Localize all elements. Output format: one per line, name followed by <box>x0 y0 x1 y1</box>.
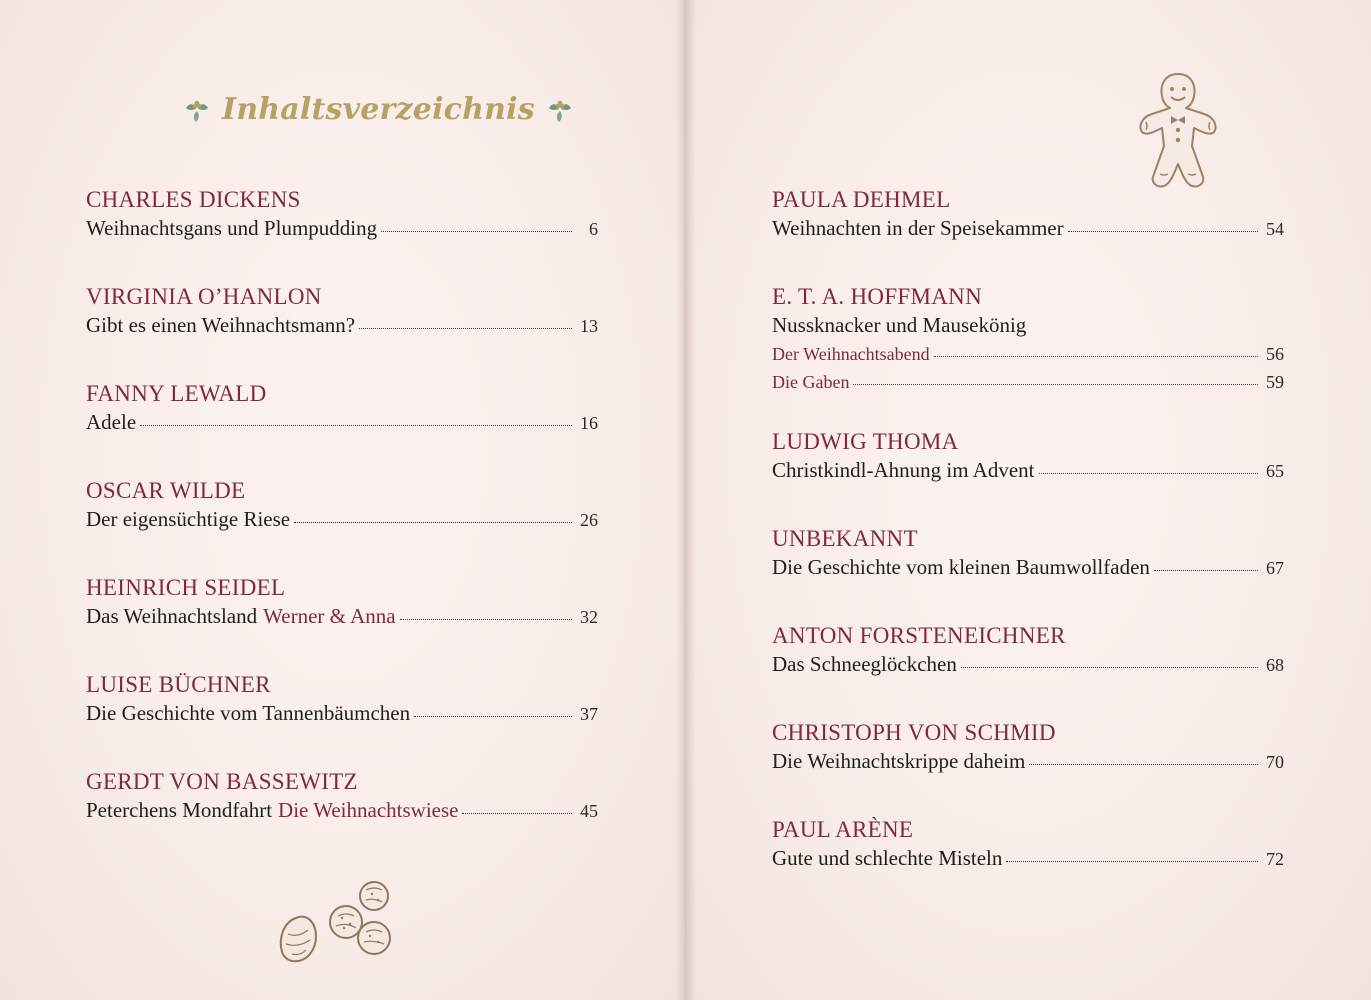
entry-page: 68 <box>1266 655 1284 675</box>
toc-entry[interactable] <box>86 477 598 574</box>
toc-entry[interactable] <box>86 768 598 865</box>
dot-leader <box>140 425 572 426</box>
entry-title: Gibt es einen Weihnachtsmann? <box>86 313 356 337</box>
entry-row <box>772 747 1284 777</box>
chapter-page: 59 <box>1266 372 1284 392</box>
chapter-title: Die Gaben <box>772 372 850 392</box>
entry-row <box>772 311 1284 340</box>
entry-author: GERDT VON BASSEWITZ <box>86 769 358 794</box>
dot-leader <box>381 231 572 232</box>
entry-title: Adele <box>86 410 137 434</box>
dot-leader <box>400 619 572 620</box>
entry-row <box>86 505 598 535</box>
book-gutter <box>676 0 696 1000</box>
dot-leader <box>359 328 572 329</box>
dot-leader <box>961 667 1258 668</box>
entry-row <box>772 844 1284 874</box>
entry-page: 37 <box>580 704 598 724</box>
entry-row <box>772 214 1284 244</box>
entry-title: Das Schneeglöckchen <box>772 652 957 676</box>
dot-leader <box>1068 231 1258 232</box>
toc-right-column <box>772 186 1284 913</box>
entry-title: Peterchens Mondfahrt <box>86 798 273 822</box>
toc-title: Inhaltsverzeichnis <box>222 91 535 127</box>
chapter-row[interactable] <box>772 340 1284 368</box>
entry-author: ANTON FORSTENEICHNER <box>772 623 1066 648</box>
toc-entry[interactable] <box>86 574 598 671</box>
dot-leader <box>853 384 1258 385</box>
dot-leader <box>934 356 1258 357</box>
entry-page: 13 <box>580 316 598 336</box>
entry-title: Der eigensüchtige Riese <box>86 507 291 531</box>
entry-title: Nussknacker und Mausekönig <box>772 313 1027 337</box>
entry-page: 6 <box>589 219 598 239</box>
entry-row <box>772 650 1284 680</box>
entry-title: Gute und schlechte Misteln <box>772 846 1003 870</box>
toc-entry[interactable] <box>772 428 1284 525</box>
toc-entry[interactable] <box>86 283 598 380</box>
entry-author: PAULA DEHMEL <box>772 187 951 212</box>
entry-author: LUISE BÜCHNER <box>86 672 271 697</box>
entry-author: E. T. A. HOFFMANN <box>772 284 982 309</box>
entry-author: FANNY LEWALD <box>86 381 267 406</box>
entry-author: HEINRICH SEIDEL <box>86 575 286 600</box>
entry-row <box>86 796 598 826</box>
dot-leader <box>1029 764 1258 765</box>
dot-leader <box>294 522 572 523</box>
entry-subtitle: Werner & Anna <box>263 604 396 628</box>
toc-entry[interactable] <box>86 380 598 477</box>
entry-page: 65 <box>1266 461 1284 481</box>
toc-entry[interactable] <box>772 525 1284 622</box>
toc-entry[interactable] <box>86 671 598 768</box>
toc-entry[interactable] <box>772 186 1284 283</box>
entry-subtitle: Die Weihnachtswiese <box>278 798 459 822</box>
entry-row <box>86 408 598 438</box>
entry-author: OSCAR WILDE <box>86 478 246 503</box>
chapter-title: Der Weihnachtsabend <box>772 344 930 364</box>
entry-title: Die Geschichte vom Tannenbäumchen <box>86 701 411 725</box>
entry-row <box>86 699 598 729</box>
toc-heading <box>182 84 535 134</box>
entry-page: 16 <box>580 413 598 433</box>
entry-row <box>86 602 598 632</box>
entry-author: UNBEKANNT <box>772 526 918 551</box>
holly-icon <box>545 94 575 124</box>
dot-leader <box>414 716 572 717</box>
entry-row <box>86 311 598 341</box>
entry-page: 26 <box>580 510 598 530</box>
entry-author: VIRGINIA O’HANLON <box>86 284 322 309</box>
holly-icon <box>182 94 212 124</box>
entry-title: Die Weihnachtskrippe daheim <box>772 749 1026 773</box>
toc-entry[interactable] <box>86 186 598 283</box>
chapter-page: 56 <box>1266 344 1284 364</box>
entry-row <box>772 456 1284 486</box>
entry-title: Die Geschichte vom kleinen Baumwollfaden <box>772 555 1150 579</box>
hazelnuts-icon <box>272 878 402 968</box>
toc-entry[interactable] <box>772 816 1284 913</box>
entry-page: 32 <box>580 607 598 627</box>
entry-page: 54 <box>1266 219 1284 239</box>
entry-page: 72 <box>1266 849 1284 869</box>
entry-author: CHARLES DICKENS <box>86 187 301 212</box>
chapter-row[interactable] <box>772 368 1284 396</box>
entry-author: PAUL ARÈNE <box>772 817 914 842</box>
entry-author: CHRISTOPH VON SCHMID <box>772 720 1056 745</box>
dot-leader <box>1006 861 1258 862</box>
dot-leader <box>1154 570 1258 571</box>
toc-entry[interactable] <box>772 622 1284 719</box>
entry-title: Weihnachten in der Speisekammer <box>772 216 1064 240</box>
gingerbread-man-icon <box>1132 70 1224 192</box>
toc-entry[interactable] <box>772 283 1284 428</box>
entry-author: LUDWIG THOMA <box>772 429 959 454</box>
toc-left-column <box>86 186 598 865</box>
dot-leader <box>462 813 572 814</box>
dot-leader <box>1039 473 1259 474</box>
entry-page: 45 <box>580 801 598 821</box>
toc-entry[interactable] <box>772 719 1284 816</box>
entry-title: Das Weihnachtsland <box>86 604 258 628</box>
entry-page: 70 <box>1266 752 1284 772</box>
entry-title: Weihnachtsgans und Plumpudding <box>86 216 378 240</box>
entry-title: Christkindl-Ahnung im Advent <box>772 458 1035 482</box>
entry-row <box>86 214 598 244</box>
entry-row <box>772 553 1284 583</box>
entry-page: 67 <box>1266 558 1284 578</box>
